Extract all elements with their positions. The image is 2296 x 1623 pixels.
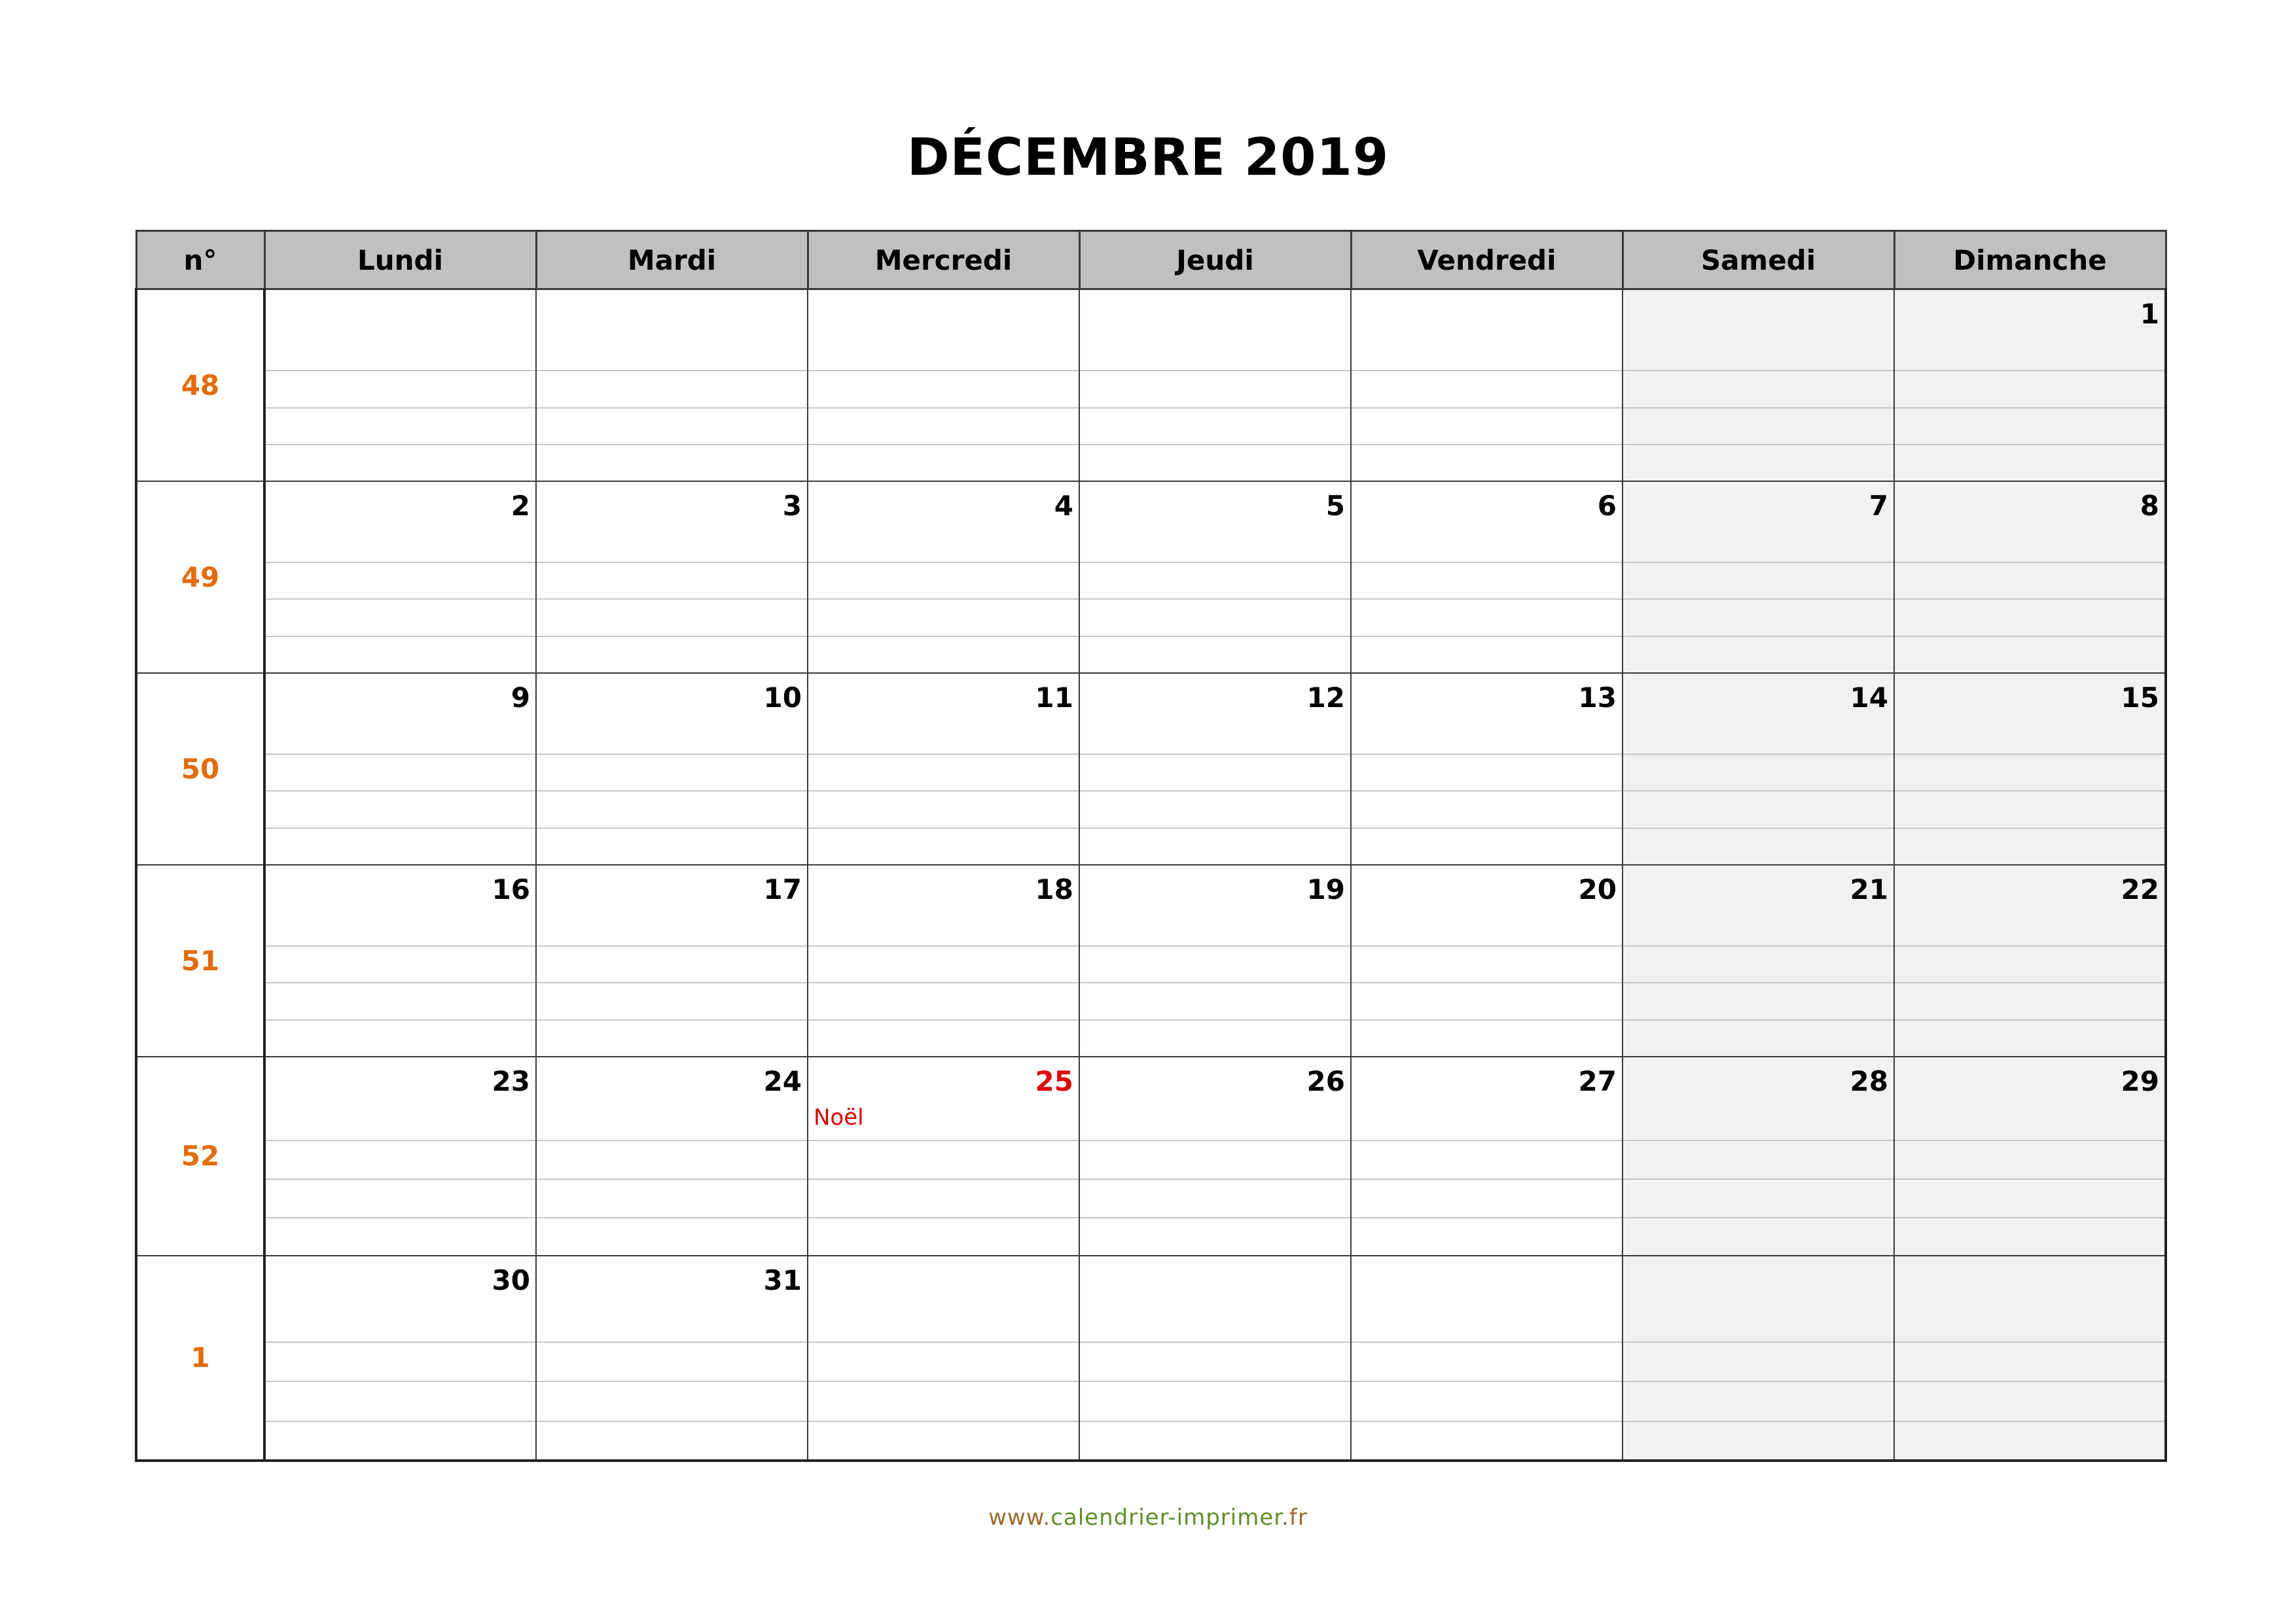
note-line: [1623, 1217, 1893, 1218]
day-number: 30: [492, 1264, 530, 1296]
day-cell[interactable]: [1079, 673, 1351, 865]
day-cell[interactable]: [1894, 1057, 2166, 1256]
note-line: [537, 407, 807, 409]
day-number: 13: [1578, 681, 1617, 714]
day-number: 19: [1306, 873, 1345, 905]
note-line: [537, 562, 807, 563]
week-number: 49: [136, 481, 264, 673]
note-line: [537, 1178, 807, 1180]
note-line: [1623, 754, 1893, 755]
day-cell[interactable]: [1079, 865, 1351, 1057]
day-cell[interactable]: [1351, 865, 1623, 1057]
calendar-grid: [135, 230, 2167, 1462]
day-cell[interactable]: [536, 289, 808, 481]
weekday-header-row: [136, 231, 2166, 289]
note-line: [1352, 828, 1622, 829]
note-line: [1895, 562, 2164, 563]
note-line: [1623, 1341, 1893, 1343]
note-line: [1352, 407, 1622, 409]
note-line: [808, 444, 1079, 445]
day-cell[interactable]: [264, 289, 536, 481]
note-line: [808, 370, 1079, 371]
note-line: [808, 754, 1079, 755]
note-line: [537, 370, 807, 371]
note-line: [1352, 370, 1622, 371]
note-line: [266, 444, 535, 445]
note-line: [808, 1217, 1079, 1218]
day-cell[interactable]: [536, 673, 808, 865]
note-line: [808, 1019, 1079, 1021]
day-number: 6: [1597, 489, 1617, 522]
note-line: [266, 1217, 535, 1218]
note-line: [266, 636, 535, 637]
day-cell[interactable]: [808, 673, 1079, 865]
note-line: [1080, 407, 1350, 409]
holiday-label: Noël: [814, 1104, 864, 1131]
note-line: [1895, 444, 2164, 445]
day-cell[interactable]: [808, 481, 1079, 673]
note-line: [266, 1178, 535, 1180]
note-line: [1352, 1019, 1622, 1021]
note-line: [537, 1381, 807, 1382]
note-line: [1623, 1178, 1893, 1180]
note-line: [266, 370, 535, 371]
day-cell[interactable]: [264, 865, 536, 1057]
note-line: [266, 1421, 535, 1422]
note-line: [808, 407, 1079, 409]
note-line: [1080, 636, 1350, 637]
note-line: [1080, 754, 1350, 755]
note-line: [1352, 1381, 1622, 1382]
note-line: [808, 1178, 1079, 1180]
day-cell[interactable]: [536, 481, 808, 673]
day-number: 8: [2140, 489, 2159, 522]
weekday-header-vendredi: Vendredi: [1351, 231, 1623, 289]
day-number: 4: [1054, 489, 1073, 522]
day-number: 1: [2140, 298, 2159, 330]
day-number: 15: [2121, 681, 2159, 714]
note-line: [808, 790, 1079, 792]
note-line: [1895, 1217, 2164, 1218]
note-line: [1352, 945, 1622, 947]
day-number: 28: [1850, 1065, 1888, 1097]
weekday-header-lundi: Lundi: [264, 231, 536, 289]
note-line: [1623, 945, 1893, 947]
day-cell[interactable]: [808, 865, 1079, 1057]
note-line: [1623, 1140, 1893, 1141]
day-cell[interactable]: [536, 1057, 808, 1256]
note-line: [266, 1381, 535, 1382]
week-row: [136, 1256, 2166, 1461]
day-cell[interactable]: [1894, 289, 2166, 481]
day-cell[interactable]: [1351, 1256, 1623, 1461]
note-line: [266, 790, 535, 792]
note-line: [266, 1341, 535, 1343]
note-line: [1352, 982, 1622, 983]
note-line: [808, 945, 1079, 947]
note-line: [1623, 407, 1893, 409]
day-cell[interactable]: [1079, 289, 1351, 481]
note-line: [1623, 598, 1893, 600]
note-line: [1895, 790, 2164, 792]
note-line: [266, 754, 535, 755]
note-line: [537, 1217, 807, 1218]
day-cell[interactable]: [1623, 481, 1894, 673]
note-line: [537, 598, 807, 600]
note-line: [537, 790, 807, 792]
day-cell[interactable]: [264, 1057, 536, 1256]
note-line: [1352, 754, 1622, 755]
note-line: [537, 828, 807, 829]
note-line: [1080, 598, 1350, 600]
note-line: [1352, 1178, 1622, 1180]
note-line: [1895, 1381, 2164, 1382]
day-number: 22: [2121, 873, 2159, 905]
note-line: [266, 1019, 535, 1021]
note-line: [1623, 790, 1893, 792]
day-number: 2: [511, 489, 530, 522]
note-line: [1080, 1217, 1350, 1218]
note-line: [808, 562, 1079, 563]
day-cell[interactable]: [1894, 865, 2166, 1057]
note-line: [1080, 1019, 1350, 1021]
day-cell[interactable]: [1623, 1256, 1894, 1461]
week-row: [136, 289, 2166, 481]
day-number: 26: [1306, 1065, 1345, 1097]
day-number: 10: [763, 681, 802, 714]
day-number: 5: [1325, 489, 1345, 522]
day-cell[interactable]: [1351, 289, 1623, 481]
note-line: [1080, 1421, 1350, 1422]
note-line: [1623, 982, 1893, 983]
note-line: [266, 828, 535, 829]
week-row: [136, 1057, 2166, 1256]
day-cell[interactable]: [536, 865, 808, 1057]
day-number: 24: [763, 1065, 802, 1097]
day-cell[interactable]: [1351, 1057, 1623, 1256]
note-line: [808, 1341, 1079, 1343]
note-line: [808, 828, 1079, 829]
note-line: [266, 562, 535, 563]
note-line: [808, 598, 1079, 600]
day-cell[interactable]: [808, 1057, 1079, 1256]
note-line: [1080, 1140, 1350, 1141]
note-line: [537, 945, 807, 947]
note-line: [1895, 1341, 2164, 1343]
note-line: [1623, 1019, 1893, 1021]
weekday-header-samedi: Samedi: [1623, 231, 1894, 289]
note-line: [266, 598, 535, 600]
note-line: [1080, 562, 1350, 563]
day-cell[interactable]: [1894, 1256, 2166, 1461]
note-line: [537, 754, 807, 755]
day-cell[interactable]: [1079, 481, 1351, 673]
day-number: 12: [1306, 681, 1345, 714]
note-line: [1352, 1421, 1622, 1422]
weekday-header-jeudi: Jeudi: [1079, 231, 1351, 289]
note-line: [537, 444, 807, 445]
day-number: 29: [2121, 1065, 2159, 1097]
note-line: [1080, 1381, 1350, 1382]
note-line: [1080, 1341, 1350, 1343]
week-row: [136, 481, 2166, 673]
day-number: 31: [763, 1264, 802, 1296]
note-line: [266, 982, 535, 983]
note-line: [1080, 828, 1350, 829]
note-line: [1895, 598, 2164, 600]
day-cell[interactable]: [264, 1256, 536, 1461]
footer-prefix: www.: [988, 1504, 1051, 1531]
day-number: 16: [492, 873, 530, 905]
day-cell[interactable]: [1351, 673, 1623, 865]
note-line: [1352, 1140, 1622, 1141]
note-line: [1623, 370, 1893, 371]
note-line: [1080, 790, 1350, 792]
note-line: [1895, 982, 2164, 983]
note-line: [1080, 1178, 1350, 1180]
week-number: 1: [136, 1256, 264, 1461]
day-cell[interactable]: [1623, 1057, 1894, 1256]
note-line: [1080, 982, 1350, 983]
note-line: [1080, 370, 1350, 371]
note-line: [1895, 754, 2164, 755]
note-line: [1623, 562, 1893, 563]
week-number-header: n°: [136, 231, 264, 289]
day-cell[interactable]: [1351, 481, 1623, 673]
weekday-header-dimanche: Dimanche: [1894, 231, 2166, 289]
note-line: [1352, 562, 1622, 563]
note-line: [1895, 407, 2164, 409]
note-line: [1352, 444, 1622, 445]
note-line: [1895, 1421, 2164, 1422]
day-cell[interactable]: [1623, 673, 1894, 865]
note-line: [537, 1140, 807, 1141]
day-number: 20: [1578, 873, 1617, 905]
day-number: 21: [1850, 873, 1888, 905]
note-line: [808, 636, 1079, 637]
note-line: [266, 407, 535, 409]
note-line: [1895, 1019, 2164, 1021]
note-line: [808, 1421, 1079, 1422]
week-row: [136, 673, 2166, 865]
day-number: 7: [1869, 489, 1888, 522]
day-number: 17: [763, 873, 802, 905]
day-number: 3: [782, 489, 802, 522]
note-line: [1623, 444, 1893, 445]
footer-website[interactable]: [0, 1504, 2296, 1531]
note-line: [266, 945, 535, 947]
day-cell[interactable]: [1894, 481, 2166, 673]
day-cell[interactable]: [1623, 865, 1894, 1057]
note-line: [537, 982, 807, 983]
note-line: [1895, 636, 2164, 637]
note-line: [537, 1421, 807, 1422]
note-line: [537, 1019, 807, 1021]
note-line: [537, 1341, 807, 1343]
note-line: [1080, 945, 1350, 947]
day-cell[interactable]: [808, 289, 1079, 481]
day-number: 18: [1035, 873, 1073, 905]
note-line: [1895, 828, 2164, 829]
day-number: 9: [511, 681, 530, 714]
calendar-title: DÉCEMBRE 2019: [906, 128, 1390, 187]
footer-suffix: .fr: [1282, 1504, 1308, 1531]
day-number: 27: [1578, 1065, 1617, 1097]
week-row: [136, 865, 2166, 1057]
note-line: [1895, 945, 2164, 947]
week-number: 48: [136, 289, 264, 481]
note-line: [537, 636, 807, 637]
note-line: [1895, 1140, 2164, 1141]
day-number: 11: [1035, 681, 1073, 714]
note-line: [1623, 1421, 1893, 1422]
note-line: [1352, 598, 1622, 600]
note-line: [808, 982, 1079, 983]
note-line: [1080, 444, 1350, 445]
day-cell[interactable]: [1079, 1256, 1351, 1461]
day-number: 14: [1850, 681, 1888, 714]
note-line: [1623, 636, 1893, 637]
day-cell[interactable]: [264, 481, 536, 673]
day-cell[interactable]: [264, 673, 536, 865]
note-line: [266, 1140, 535, 1141]
note-line: [1895, 1178, 2164, 1180]
week-number: 52: [136, 1057, 264, 1256]
day-cell[interactable]: [536, 1256, 808, 1461]
footer-domain: calendrier-imprimer: [1050, 1504, 1282, 1531]
weekday-header-mardi: Mardi: [536, 231, 808, 289]
note-line: [1623, 1381, 1893, 1382]
day-cell[interactable]: [808, 1256, 1079, 1461]
note-line: [1623, 828, 1893, 829]
note-line: [1352, 1341, 1622, 1343]
note-line: [1352, 790, 1622, 792]
day-number: 25: [1035, 1065, 1073, 1097]
day-cell[interactable]: [1894, 673, 2166, 865]
day-number: 23: [492, 1065, 530, 1097]
day-cell[interactable]: [1623, 289, 1894, 481]
week-number: 51: [136, 865, 264, 1057]
note-line: [1352, 1217, 1622, 1218]
note-line: [1895, 370, 2164, 371]
note-line: [808, 1381, 1079, 1382]
weekday-header-mercredi: Mercredi: [808, 231, 1079, 289]
note-line: [1352, 636, 1622, 637]
week-number: 50: [136, 673, 264, 865]
day-cell[interactable]: [1079, 1057, 1351, 1256]
note-line: [808, 1140, 1079, 1141]
